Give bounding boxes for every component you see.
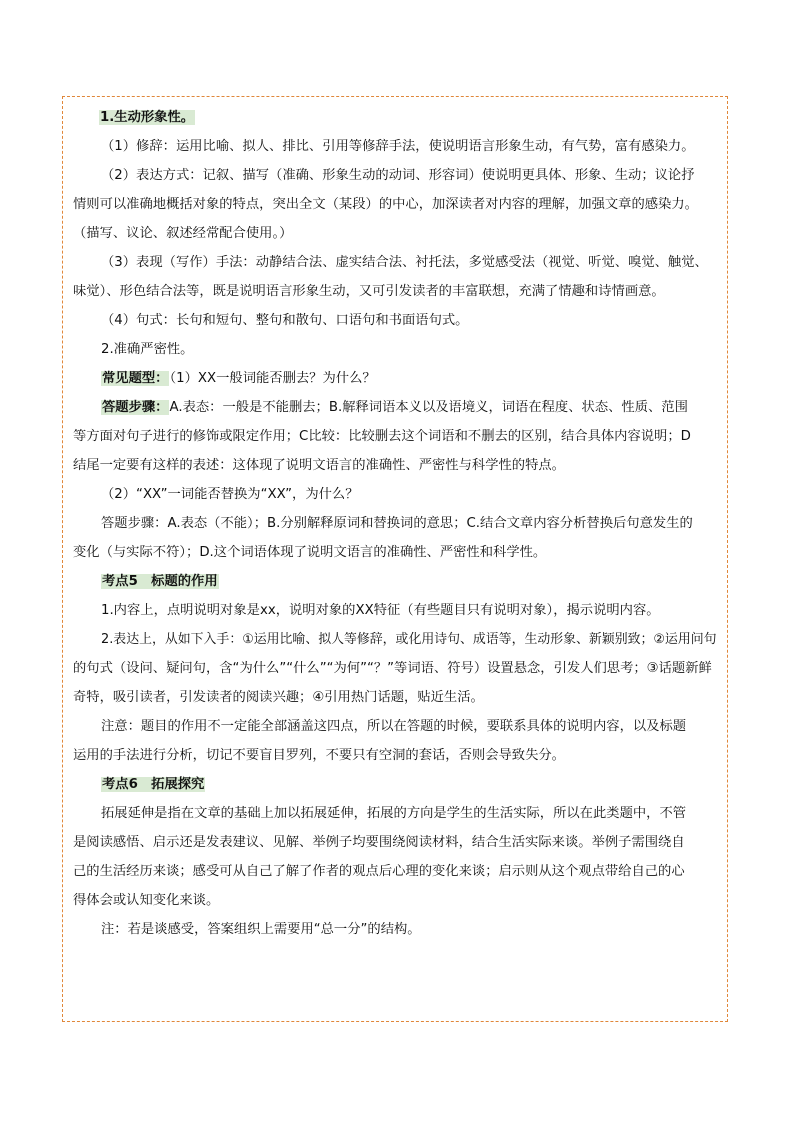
line-text: 得体会或认知变化来谈。: [73, 893, 220, 908]
text-line: [63, 596, 729, 625]
line-text: 味觉）、形色结合法等，既是说明语言形象生动，又可引发读者的丰富联想，充满了情趣和诗情画意。: [73, 284, 665, 299]
line-text: （1）修辞：运用比喻、拟人、排比、引用等修辞手法，使说明语言形象生动，有气势，富有感染力。: [101, 139, 695, 154]
line-text: 注：若是谈感受，答案组织上需要用“总一分”的结构。: [101, 922, 421, 937]
line-text: （2）“XX”一词能否替换为“XX”，为什么？: [101, 487, 359, 502]
text-line: [63, 509, 729, 538]
text-line: [63, 103, 729, 132]
text-line: [63, 219, 729, 248]
text-line: [63, 886, 729, 915]
line-text: （描写、议论、叙述经常配合使用。）: [73, 226, 293, 241]
text-line: [63, 567, 729, 596]
text-line: [63, 335, 729, 364]
highlighted-label: 考点5 标题的作用: [102, 574, 218, 589]
text-line: [63, 625, 729, 654]
document-body: [63, 103, 729, 944]
text-line: [63, 422, 729, 451]
highlighted-label: 答题步骤：: [102, 400, 169, 415]
line-text: 运用的手法进行分析，切记不要盲目罗列，不要只有空洞的套话，否则会导致失分。: [73, 748, 565, 763]
line-text: 答题步骤：A.表态（不能）；B.分别解释原词和替换词的意思；C.结合文章内容分析替换后句意发生的: [101, 516, 693, 531]
text-line: [63, 364, 729, 393]
text-line: [63, 277, 729, 306]
highlighted-label: 常见题型：: [102, 371, 169, 386]
line-text: 奇特，吸引读者，引发读者的阅读兴趣；④引用热门话题，贴近生活。: [73, 690, 484, 705]
text-line: [63, 857, 729, 886]
text-line: [63, 741, 729, 770]
line-text: （3）表现（写作）手法：动静结合法、虚实结合法、衬托法，多觉感受法（视觉、听觉、嗅觉、触觉、: [101, 255, 708, 270]
text-line: [63, 828, 729, 857]
line-text: 的句式（设问、疑问句，含“为什么”“什么”“为何”“？”等词语、符号）设置悬念，引发人们思考；③话题新鲜: [73, 661, 712, 676]
line-text: （4）句式：长句和短句、整句和散句、口语句和书面语句式。: [101, 313, 469, 328]
text-line: [63, 451, 729, 480]
line-text: 注意：题目的作用不一定能全部涵盖这四点，所以在答题的时候，要联系具体的说明内容，以及标题: [101, 719, 687, 734]
text-line: [63, 190, 729, 219]
line-text: （1）XX一般词能否删去？为什么？: [169, 371, 376, 386]
text-line: [63, 393, 729, 422]
line-text: 结尾一定要有这样的表述：这体现了说明文语言的准确性、严密性与科学性的特点。: [73, 458, 565, 473]
text-line: [63, 799, 729, 828]
line-text: 1.内容上，点明说明对象是xx，说明对象的XX特征（有些题目只有说明对象），揭示说明内容。: [101, 603, 660, 618]
line-text: 变化（与实际不符）；D.这个词语体现了说明文语言的准确性、严密性和科学性。: [73, 545, 547, 560]
text-line: [63, 480, 729, 509]
text-line: [63, 161, 729, 190]
line-text: 情则可以准确地概括对象的特点，突出全文（某段）的中心，加深读者对内容的理解，加强文章的感染力。: [73, 197, 698, 212]
line-text: 己的生活经历来谈；感受可从自己了解了作者的观点后心理的变化来谈；启示则从这个观点带给自己的心: [73, 864, 685, 879]
line-text: 拓展延伸是指在文章的基础上加以拓展延伸，拓展的方向是学生的生活实际，所以在此类题中，不管: [101, 806, 687, 821]
text-line: [63, 683, 729, 712]
text-line: [63, 915, 729, 944]
text-line: [63, 712, 729, 741]
highlighted-label: 考点6 拓展探究: [102, 777, 205, 792]
text-line: [63, 248, 729, 277]
line-text: 是阅读感悟、启示还是发表建议、见解、举例子均要围绕阅读材料，结合生活实际来谈。举例子需围绕自: [73, 835, 685, 850]
line-text: 2.准确严密性。: [101, 342, 194, 357]
line-text: A.表态：一般是不能删去；B.解释词语本义以及语境义，词语在程度、状态、性质、范围: [169, 400, 688, 415]
text-line: [63, 538, 729, 567]
text-line: [63, 132, 729, 161]
content-frame: [62, 96, 728, 1022]
line-text: 2.表达上，从如下入手：①运用比喻、拟人等修辞，或化用诗句、成语等，生动形象、新颖别致；②运用问句: [101, 632, 717, 647]
line-text: （2）表达方式：记叙、描写（准确、形象生动的动词、形容词）使说明更具体、形象、生动；议论抒: [101, 168, 695, 183]
line-text: 等方面对句子进行的修饰或限定作用；C比较：比较删去这个词语和不删去的区别，结合具体内容说明；D: [73, 429, 691, 444]
highlighted-label: 1.生动形象性。: [100, 110, 195, 125]
text-line: [63, 306, 729, 335]
text-line: [63, 654, 729, 683]
text-line: [63, 770, 729, 799]
